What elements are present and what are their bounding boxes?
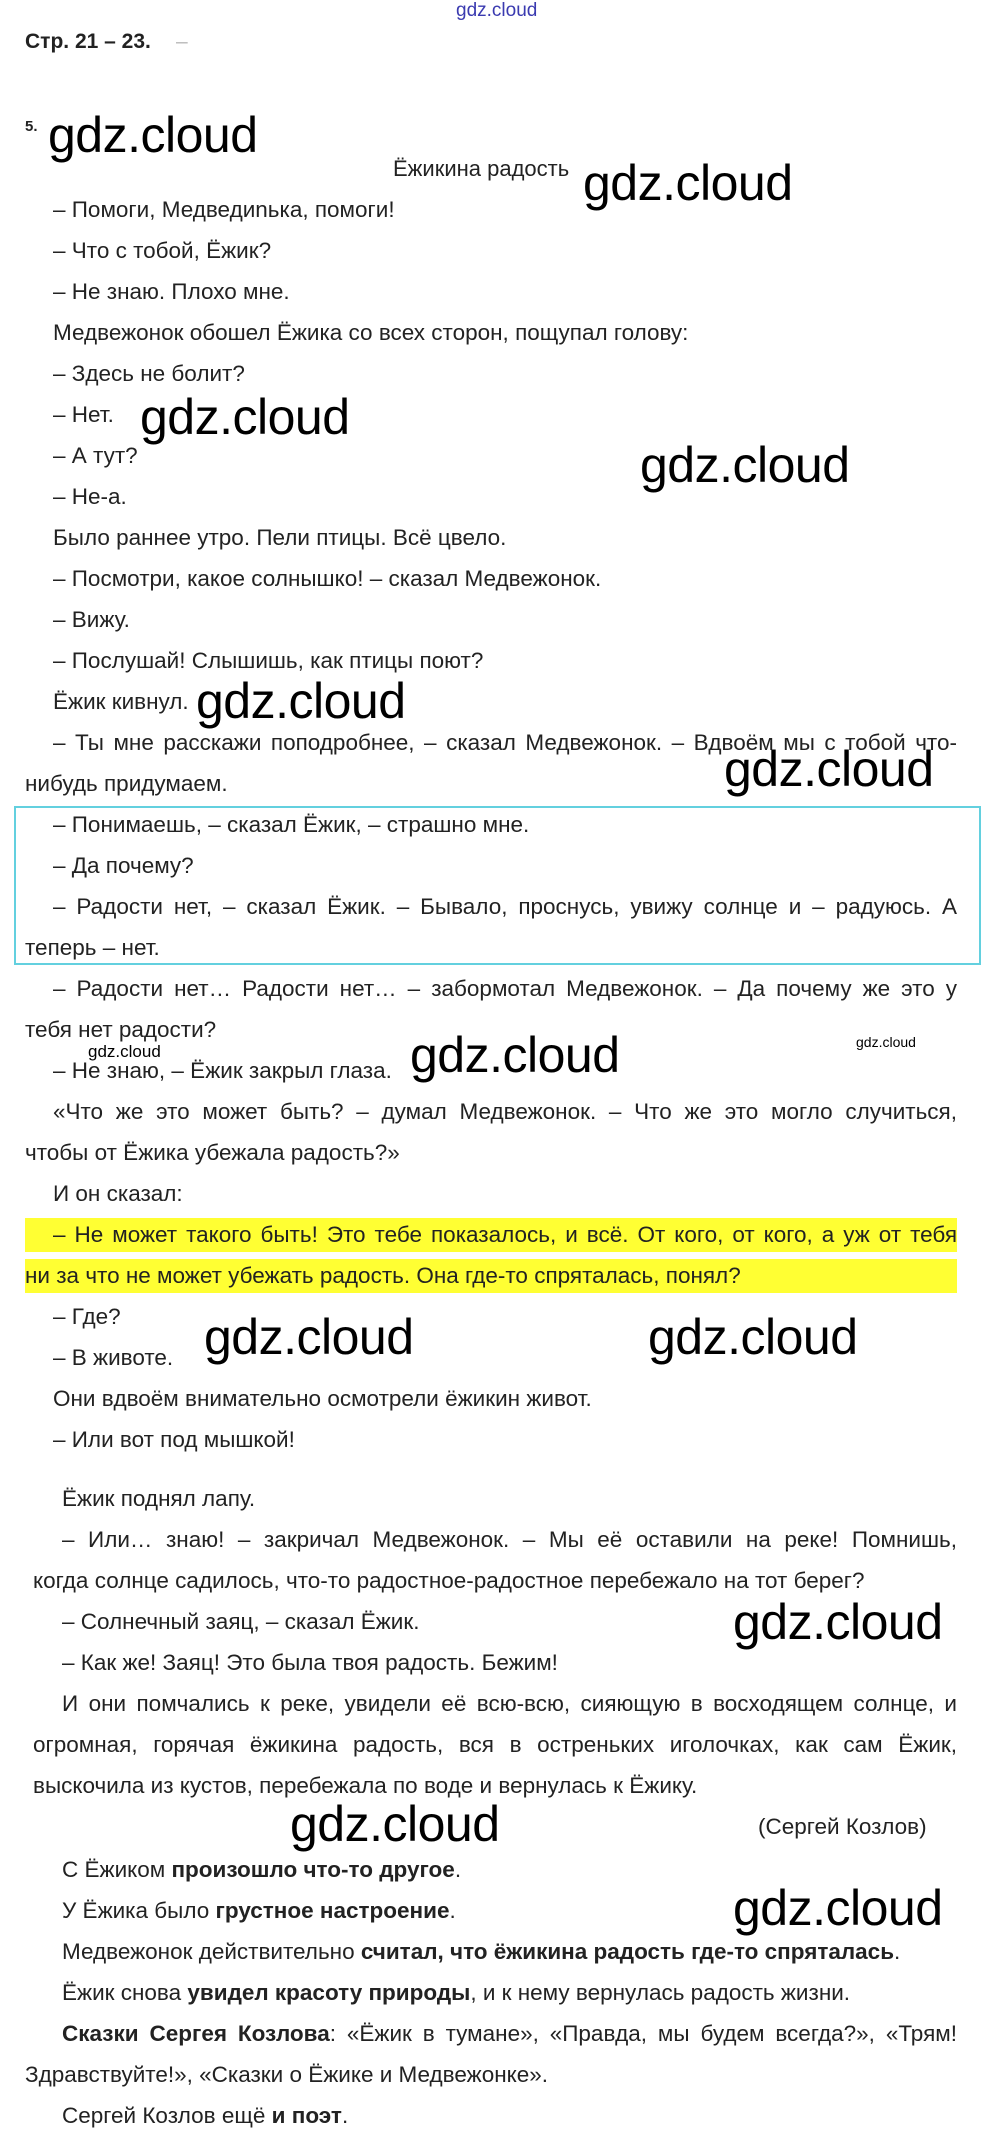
story-title: Ёжикина радость [393, 156, 570, 181]
watermark: gdz.cloud [648, 1309, 858, 1365]
answer-line: Здравствуйте!», «Сказки о Ёжике и Медвежонке». [25, 2062, 549, 2087]
story-line: – Нет. [53, 402, 114, 427]
story-line: – Вижу. [53, 607, 130, 632]
answer-line: У Ёжика было грустное настроение. [62, 1898, 456, 1923]
watermark: gdz.cloud [410, 1027, 620, 1083]
story-line: «Что же это может быть? – думал Медвежонок. – Что же это могло случиться, [53, 1099, 957, 1124]
watermark: gdz.cloud [583, 155, 793, 211]
story-line: – Не знаю, – Ёжик закрыл глаза. [53, 1058, 392, 1083]
story-line: Было раннее утро. Пели птицы. Всё цвело. [53, 525, 507, 550]
page-range-header: Стр. 21 – 23. [25, 30, 151, 53]
answer-line: Сергей Козлов ещё и поэт. [62, 2103, 349, 2128]
story-line: – Радости нет, – сказал Ёжик. – Бывало, проснусь, увижу солнце и – радуюсь. А [53, 894, 957, 919]
story-line: – Где? [53, 1304, 121, 1329]
story-line: Ёжик поднял лапу. [62, 1486, 256, 1511]
watermark: gdz.cloud [724, 741, 934, 797]
watermark: gdz.cloud [290, 1796, 500, 1852]
watermark: gdz.cloud [48, 107, 258, 163]
story-line: огромная, горячая ёжикина радость, вся в остреньких иголочках, как сам Ёжик, [33, 1732, 957, 1757]
story-line: тебя нет радости? [25, 1017, 217, 1042]
story-line: – А тут? [53, 443, 138, 468]
story-line: Ёжик кивнул. [53, 689, 189, 714]
story-line: чтобы от Ёжика убежала радость?» [25, 1140, 400, 1165]
watermark: gdz.cloud [204, 1309, 414, 1365]
watermark: gdz.cloud [856, 1034, 916, 1050]
task-number: 5. [25, 118, 38, 135]
story-line: – Здесь не болит? [53, 361, 245, 386]
answer-line: Медвежонок действительно считал, что ёжикина радость где-то спряталась. [62, 1939, 901, 1964]
author-credit: (Сергей Козлов) [758, 1814, 927, 1839]
story-line: – Солнечный заяц, – сказал Ёжик. [62, 1609, 420, 1634]
story-line: когда солнце садилось, что-то радостное-радостное перебежало на тот берег? [33, 1568, 865, 1593]
story-line-highlighted: ни за что не может убежать радость. Она где-то спряталась, понял? [25, 1263, 741, 1288]
story-line: – Послушай! Слышишь, как птицы поют? [53, 648, 484, 673]
story-line: – Или вот под мышкой! [53, 1427, 295, 1452]
answer-line: Сказки Сергея Козлова: «Ёжик в тумане», «Правда, мы будем всегда?», «Трям! [62, 2021, 957, 2046]
story-line: – Помоги, Медведиnька, помоги! [53, 197, 395, 222]
story-line: – Или… знаю! – закричал Медвежонок. – Мы её оставили на реке! Помнишь, [62, 1527, 957, 1552]
story-line-highlighted: – Не может такого быть! Это тебе показалось, и всё. От кого, от кого, а уж от тебя [53, 1222, 957, 1247]
watermark: gdz.cloud [140, 389, 350, 445]
watermark: gdz.cloud [88, 1042, 161, 1061]
story-line: – В животе. [53, 1345, 174, 1370]
story-line: выскочила из кустов, перебежала по воде и вернулась к Ёжику. [33, 1773, 698, 1798]
story-line: И они помчались к реке, увидели её всю-всю, сияющую в восходящем солнце, и [62, 1691, 957, 1716]
watermark: gdz.cloud [196, 673, 406, 729]
story-line: – Посмотри, какое солнышко! – сказал Медвежонок. [53, 566, 602, 591]
watermark: gdz.cloud [640, 437, 850, 493]
story-line: – Что с тобой, Ёжик? [53, 238, 272, 263]
answer-line: Ёжик снова увидел красоту природы, и к нему вернулась радость жизни. [62, 1980, 851, 2005]
story-line: – Не знаю. Плохо мне. [53, 279, 290, 304]
watermark: gdz.cloud [733, 1594, 943, 1650]
story-line: – Как же! Заяц! Это была твоя радость. Бежим! [62, 1650, 558, 1675]
story-line: Они вдвоём внимательно осмотрели ёжикин живот. [53, 1386, 592, 1411]
story-line: – Понимаешь, – сказал Ёжик, – страшно мне. [53, 812, 530, 837]
header-dash: – [176, 30, 188, 53]
story-line: нибудь придумаем. [25, 771, 228, 796]
story-line: – Ты мне расскажи поподробнее, – сказал Медвежонок. – Вдвоём мы с тобой что- [53, 730, 957, 755]
story-line: – Не-а. [53, 484, 127, 509]
story-line: И он сказал: [53, 1181, 183, 1206]
story-line: – Радости нет… Радости нет… – забормотал Медвежонок. – Да почему же это у [53, 976, 957, 1001]
story-line: – Да почему? [53, 853, 194, 878]
story-line: теперь – нет. [25, 935, 160, 960]
top-watermark: gdz.cloud [456, 0, 538, 21]
watermark: gdz.cloud [733, 1880, 943, 1936]
story-line: Медвежонок обошел Ёжика со всех сторон, пощупал голову: [53, 320, 689, 345]
answer-line: С Ёжиком произошло что-то другое. [62, 1857, 462, 1882]
